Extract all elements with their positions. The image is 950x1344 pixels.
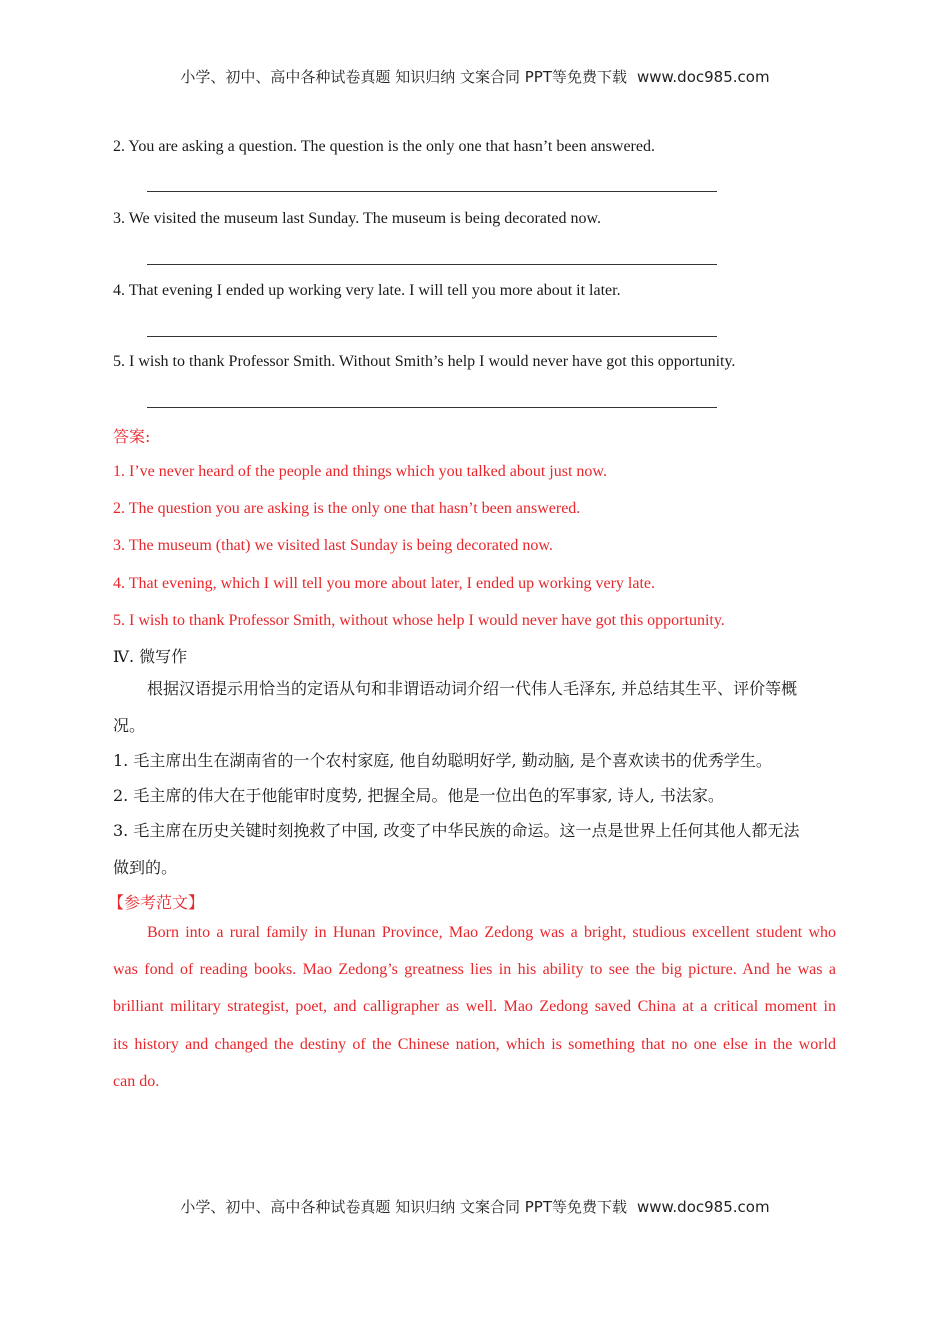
answer-blank-3[interactable] [147,264,717,265]
answer-blank-4[interactable] [147,336,717,337]
header-site-link[interactable]: www.doc985.com [636,68,770,86]
reference-label: 【参考范文】 [108,893,205,912]
answer-blank-2[interactable] [147,191,717,192]
essay-line: was fond of reading books. Mao Zedong’s greatness lies in his ability to see the big picture. And he was a [113,961,836,978]
essay-line: brilliant military strategist, poet, and calligrapher as well. Mao Zedong saved China at a critical moment in [113,998,836,1015]
essay-line: can do. [113,1073,160,1090]
answers-label: 答案: [113,427,151,446]
header-text: 小学、初中、高中各种试卷真题 知识归纳 文案合同 PPT等免费下载 [180,68,627,86]
writing-prompt-1: 1. 毛主席出生在湖南省的一个农村家庭, 他自幼聪明好学, 勤动脑, 是个喜欢读书的优秀学生。 [113,751,772,770]
essay-line: its history and changed the destiny of the Chinese nation, which is something that no one else in the world [113,1036,836,1053]
page-header [0,66,950,87]
answer-item: 5. I wish to thank Professor Smith, without whose help I would never have got this opportunity. [113,612,725,629]
answer-item: 2. The question you are asking is the only one that hasn’t been answered. [113,500,581,517]
footer-text: 小学、初中、高中各种试卷真题 知识归纳 文案合同 PPT等免费下载 [180,1198,627,1216]
question-3: 3. We visited the museum last Sunday. The museum is being decorated now. [113,210,601,227]
footer-site-link[interactable]: www.doc985.com [636,1198,770,1216]
writing-instruction-cont: 况。 [113,716,146,735]
answer-item: 3. The museum (that) we visited last Sunday is being decorated now. [113,537,553,554]
answer-item: 4. That evening, which I will tell you more about later, I ended up working very late. [113,575,656,592]
essay-line: Born into a rural family in Hunan Province, Mao Zedong was a bright, studious excellent student who [147,924,836,941]
answer-item: 1. I’ve never heard of the people and things which you talked about just now. [113,463,607,480]
writing-prompt-3: 3. 毛主席在历史关键时刻挽救了中国, 改变了中华民族的命运。这一点是世界上任何其他人都无法 [113,821,800,840]
writing-prompt-2: 2. 毛主席的伟大在于他能审时度势, 把握全局。他是一位出色的军事家, 诗人, 书法家。 [113,786,724,805]
section-title: Ⅳ. 微写作 [113,647,188,666]
question-4: 4. That evening I ended up working very late. I will tell you more about it later. [113,282,621,299]
question-2: 2. You are asking a question. The question is the only one that hasn’t been answered. [113,138,655,155]
writing-instruction: 根据汉语提示用恰当的定语从句和非谓语动词介绍一代伟人毛泽东, 并总结其生平、评价等概 [147,679,798,698]
page-footer [0,1196,950,1217]
question-5: 5. I wish to thank Professor Smith. Without Smith’s help I would never have got this opportunity. [113,353,736,370]
writing-prompt-3-cont: 做到的。 [113,858,178,877]
answer-blank-5[interactable] [147,407,717,408]
